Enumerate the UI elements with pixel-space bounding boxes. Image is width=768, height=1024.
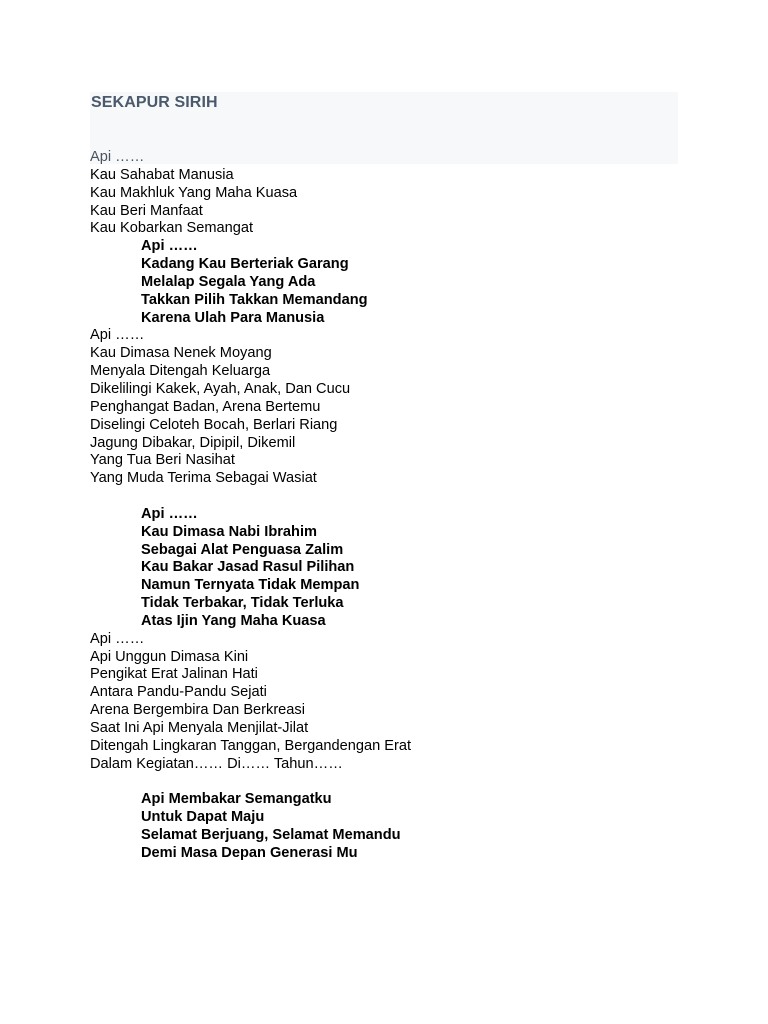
blank-line [90,774,710,792]
stanza [90,327,710,488]
poem-line: Pengikat Erat Jalinan Hati [90,666,258,683]
poem-line: Kau Dimasa Nenek Moyang [90,345,272,362]
poem-line: Demi Masa Depan Generasi Mu [141,844,358,861]
poem-line: Api Membakar Semangatku [141,791,332,808]
poem-line: Sebagai Alat Penguasa Zalim [141,541,344,558]
poem-line: Penghangat Badan, Arena Bertemu [90,398,321,415]
stanza [90,149,710,238]
blank-line [90,488,710,506]
poem-line: Atas Ijin Yang Maha Kuasa [141,612,326,629]
poem-line: Dalam Kegiatan…… Di…… Tahun…… [90,755,343,772]
poem-line: Kau Bakar Jasad Rasul Pilihan [141,559,355,576]
poem-line: Antara Pandu-Pandu Sejati [90,684,267,701]
poem-line: Untuk Dapat Maju [141,809,265,826]
poem-line: Tidak Terbakar, Tidak Terluka [141,595,344,612]
poem-line: Api …… [141,505,198,522]
poem-line: Ditengah Lingkaran Tanggan, Bergandengan Erat [90,737,412,754]
poem-line: Kau Kobarkan Semangat [90,220,254,237]
poem-line: Namun Ternyata Tidak Mempan [141,577,360,594]
poem-line: Api …… [90,327,145,344]
page-title: SEKAPUR SIRIH [91,94,218,111]
poem-line: Melalap Segala Yang Ada [141,273,316,290]
poem-line: Jagung Dibakar, Dipipil, Dikemil [90,434,296,451]
poem-body [90,149,710,863]
poem-line: Selamat Berjuang, Selamat Memandu [141,827,401,844]
poem-line: Api …… [90,149,145,165]
poem-line: Saat Ini Api Menyala Menjilat-Jilat [90,720,309,736]
poem-line: Menyala Ditengah Keluarga [90,363,271,380]
poem-line: Yang Tua Beri Nasihat [90,452,235,469]
stanza [90,238,710,327]
poem-line: Api Unggun Dimasa Kini [90,648,249,665]
poem-line: Api …… [141,238,198,255]
stanza [90,791,710,862]
poem-line: Kau Makhluk Yang Maha Kuasa [90,184,298,201]
poem-line: Kadang Kau Berteriak Garang [141,256,349,273]
stanza [90,631,710,774]
poem-line: Dikelilingi Kakek, Ayah, Anak, Dan Cucu [90,380,351,397]
stanza [90,506,710,631]
poem-line: Yang Muda Terima Sebagai Wasiat [90,470,317,487]
poem-line: Kau Sahabat Manusia [90,166,234,183]
poem-line: Kau Dimasa Nabi Ibrahim [141,523,317,540]
poem-line: Takkan Pilih Takkan Memandang [141,291,368,308]
poem-line: Diselingi Celoteh Bocah, Berlari Riang [90,416,338,433]
poem-line: Karena Ulah Para Manusia [141,309,325,326]
poem-line: Arena Bergembira Dan Berkreasi [90,702,305,719]
poem-line: Kau Beri Manfaat [90,202,203,219]
poem-line: Api …… [90,630,145,647]
